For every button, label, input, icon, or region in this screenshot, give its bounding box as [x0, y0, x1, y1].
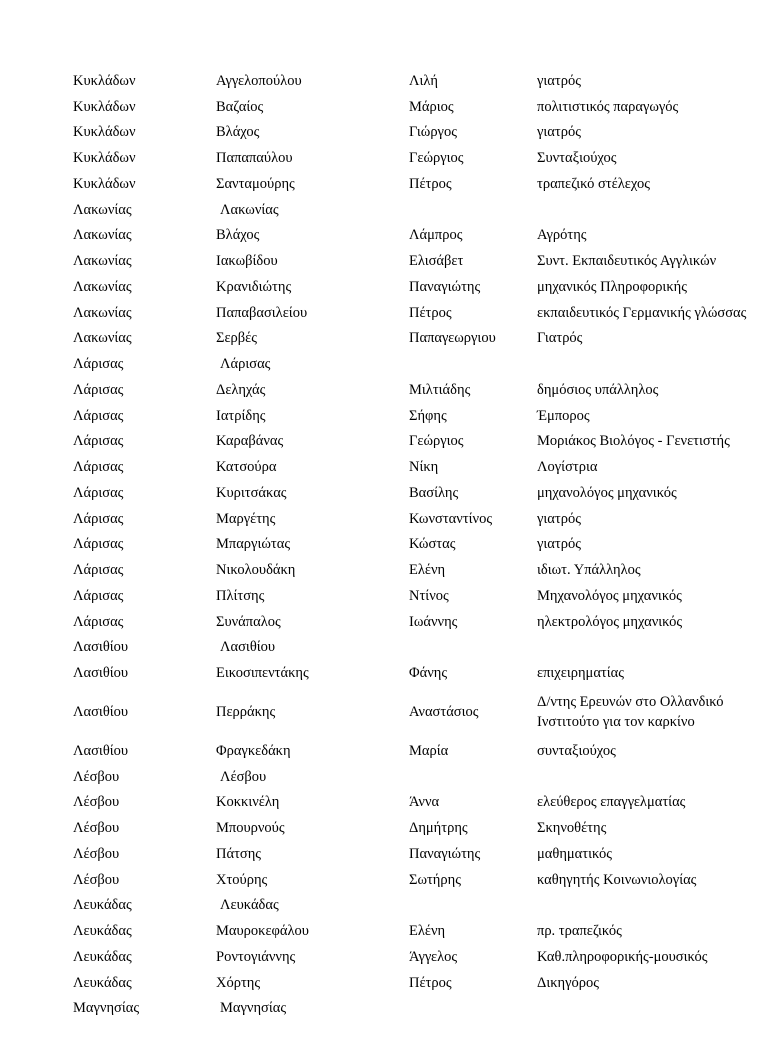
document-table	[0, 68, 769, 1021]
profession-cell: Δ/ντης Ερευνών στο Ολλανδικό Ινστιτούτο για τον καρκίνο	[537, 694, 724, 730]
prefecture-cell: Λάρισας	[73, 407, 124, 424]
profession-cell: ηλεκτρολόγος μηχανικός	[537, 613, 683, 630]
surname-cell: Εικοσιπεντάκης	[216, 665, 309, 682]
name-cell: Ελισάβετ	[409, 253, 464, 270]
surname-cell: Κυριτσάκας	[216, 484, 287, 501]
table-row	[0, 686, 769, 738]
surname-cell: Λασιθίου	[220, 639, 276, 656]
profession-cell: ελεύθερος επαγγελματίας	[537, 794, 686, 811]
profession-cell: ιδιωτ. Υπάλληλος	[537, 562, 641, 579]
table-row	[0, 223, 769, 249]
table-row	[0, 660, 769, 686]
prefecture-cell: Μαγνησίας	[73, 1000, 140, 1017]
table-row	[0, 996, 769, 1022]
profession-cell: γιατρός	[537, 510, 581, 527]
profession-cell: μηχανολόγος μηχανικός	[537, 484, 677, 501]
name-cell: Μαρία	[409, 742, 449, 759]
profession-cell: γιατρός	[537, 124, 581, 141]
profession-cell: πρ. τραπεζικός	[537, 923, 622, 940]
profession-cell: Έμπορος	[537, 407, 590, 424]
prefecture-cell: Λέσβου	[73, 820, 120, 837]
surname-cell: Παπαπαύλου	[216, 150, 293, 167]
surname-cell: Ιατρίδης	[216, 407, 266, 424]
table-row	[0, 635, 769, 661]
prefecture-cell: Λασιθίου	[73, 665, 129, 682]
surname-cell: Κατσούρα	[216, 459, 277, 476]
profession-cell: γιατρός	[537, 536, 581, 553]
profession-cell: μηχανικός Πληροφορικής	[537, 278, 687, 295]
surname-cell: Κοκκινέλη	[216, 794, 280, 811]
table-row	[0, 454, 769, 480]
surname-cell: Αγγελοπούλου	[216, 72, 302, 89]
table-row	[0, 351, 769, 377]
prefecture-cell: Λακωνίας	[73, 227, 132, 244]
profession-cell: επιχειρηματίας	[537, 665, 624, 682]
profession-cell: τραπεζικό στέλεχος	[537, 175, 650, 192]
prefecture-cell: Λακωνίας	[73, 330, 132, 347]
name-cell: Πέτρος	[409, 175, 452, 192]
table-row	[0, 764, 769, 790]
name-cell: Πέτρος	[409, 974, 452, 991]
surname-cell: Περράκης	[216, 704, 276, 720]
surname-cell: Μαργέτης	[216, 510, 276, 527]
profession-cell: Συντ. Εκπαιδευτικός Αγγλικών	[537, 253, 717, 270]
prefecture-cell: Λακωνίας	[73, 304, 132, 321]
name-cell: Γεώργιος	[409, 150, 464, 167]
name-cell: Γεώργιος	[409, 433, 464, 450]
table-row	[0, 944, 769, 970]
profession-cell: Λογίστρια	[537, 459, 598, 476]
name-cell: Ιωάννης	[409, 613, 458, 630]
prefecture-cell: Λάρισας	[73, 381, 124, 398]
prefecture-cell: Λέσβου	[73, 871, 120, 888]
table-row	[0, 815, 769, 841]
prefecture-cell: Λέσβου	[73, 768, 120, 785]
table-row	[0, 841, 769, 867]
table-row	[0, 738, 769, 764]
surname-cell: Καραβάνας	[216, 433, 284, 450]
name-cell: Αναστάσιος	[409, 704, 479, 720]
prefecture-cell: Λευκάδας	[73, 897, 132, 914]
table-row	[0, 480, 769, 506]
table-row	[0, 68, 769, 94]
table-row	[0, 790, 769, 816]
name-cell: Άγγελος	[409, 948, 458, 965]
prefecture-cell: Κυκλάδων	[73, 175, 136, 192]
prefecture-cell: Λασιθίου	[73, 639, 129, 656]
table-row	[0, 429, 769, 455]
prefecture-cell: Λάρισας	[73, 587, 124, 604]
surname-cell: Ιακωβίδου	[216, 253, 278, 270]
surname-cell: Λάρισας	[220, 356, 271, 373]
table-row	[0, 867, 769, 893]
name-cell: Άννα	[409, 794, 440, 811]
name-cell: Παναγιώτης	[409, 845, 481, 862]
profession-cell: Γιατρός	[537, 330, 583, 347]
name-cell: Βασίλης	[409, 484, 459, 501]
name-cell: Λάμπρος	[409, 227, 463, 244]
profession-cell: γιατρός	[537, 72, 581, 89]
table-row	[0, 557, 769, 583]
surname-cell: Λευκάδας	[220, 897, 279, 914]
table-row	[0, 583, 769, 609]
surname-cell: Ροντογιάννης	[216, 948, 296, 965]
prefecture-cell: Λακωνίας	[73, 253, 132, 270]
prefecture-cell: Λάρισας	[73, 433, 124, 450]
surname-cell: Φραγκεδάκη	[216, 742, 291, 759]
surname-cell: Νικολουδάκη	[216, 562, 296, 579]
prefecture-cell: Κυκλάδων	[73, 150, 136, 167]
table-row	[0, 326, 769, 352]
prefecture-cell: Λάρισας	[73, 484, 124, 501]
prefecture-cell: Κυκλάδων	[73, 98, 136, 115]
name-cell: Γιώργος	[409, 124, 457, 141]
profession-cell: εκπαιδευτικός Γερμανικής γλώσσας	[537, 304, 747, 321]
prefecture-cell: Λευκάδας	[73, 948, 132, 965]
surname-cell: Βαζαίος	[216, 98, 264, 115]
prefecture-cell: Λευκάδας	[73, 974, 132, 991]
prefecture-cell: Λάρισας	[73, 536, 124, 553]
table-row	[0, 171, 769, 197]
surname-cell: Κρανιδιώτης	[216, 278, 292, 295]
name-cell: Ελένη	[409, 923, 446, 940]
name-cell: Σήφης	[409, 407, 447, 424]
prefecture-cell: Λάρισας	[73, 562, 124, 579]
profession-cell: καθηγητής Κοινωνιολογίας	[537, 871, 697, 888]
surname-cell: Λέσβου	[220, 768, 267, 785]
profession-cell: πολιτιστικός παραγωγός	[537, 98, 679, 115]
surname-cell: Παπαβασιλείου	[216, 304, 308, 321]
surname-cell: Βλάχος	[216, 124, 260, 141]
profession-cell: Μοριάκος Βιολόγος - Γενετιστής	[537, 433, 730, 450]
table-row	[0, 120, 769, 146]
profession-cell: Δικηγόρος	[537, 974, 600, 991]
prefecture-cell: Λέσβου	[73, 845, 120, 862]
profession-cell: δημόσιος υπάλληλος	[537, 381, 659, 398]
prefecture-cell: Λέσβου	[73, 794, 120, 811]
table-row	[0, 609, 769, 635]
surname-cell: Σερβές	[216, 330, 257, 347]
name-cell: Σωτήρης	[409, 871, 461, 888]
name-cell: Κώστας	[409, 536, 456, 553]
name-cell: Παπαγεωργιου	[409, 330, 496, 347]
surname-cell: Δεληχάς	[216, 381, 266, 398]
profession-cell: μαθηματικός	[537, 845, 612, 862]
profession-cell: Συνταξιούχος	[537, 150, 617, 167]
prefecture-cell: Λευκάδας	[73, 923, 132, 940]
surname-cell: Χόρτης	[216, 974, 261, 991]
table-row	[0, 403, 769, 429]
surname-cell: Μπουρνούς	[216, 820, 285, 837]
prefecture-cell: Κυκλάδων	[73, 72, 136, 89]
prefecture-cell: Λάρισας	[73, 459, 124, 476]
surname-cell: Λακωνίας	[220, 201, 279, 218]
table-row	[0, 300, 769, 326]
prefecture-cell: Λάρισας	[73, 613, 124, 630]
prefecture-cell: Λασιθίου	[73, 742, 129, 759]
profession-cell: συνταξιούχος	[537, 742, 616, 759]
name-cell: Πέτρος	[409, 304, 452, 321]
table-row	[0, 94, 769, 120]
profession-cell: Καθ.πληροφορικής-μουσικός	[537, 948, 708, 965]
name-cell: Κωνσταντίνος	[409, 510, 493, 527]
surname-cell: Μαγνησίας	[220, 1000, 287, 1017]
table-row	[0, 970, 769, 996]
prefecture-cell: Κυκλάδων	[73, 124, 136, 141]
name-cell: Μάριος	[409, 98, 454, 115]
surname-cell: Συνάπαλος	[216, 613, 281, 630]
name-cell: Νίκη	[409, 459, 439, 476]
table-row	[0, 506, 769, 532]
table-row	[0, 377, 769, 403]
name-cell: Φάνης	[409, 665, 448, 682]
table-row	[0, 893, 769, 919]
table-row	[0, 532, 769, 558]
prefecture-cell: Λάρισας	[73, 356, 124, 373]
surname-cell: Μπαργιώτας	[216, 536, 291, 553]
surname-cell: Χτούρης	[216, 871, 268, 888]
name-cell: Παναγιώτης	[409, 278, 481, 295]
surname-cell: Πλίτσης	[216, 587, 265, 604]
table-row	[0, 274, 769, 300]
name-cell: Λιλή	[409, 72, 438, 89]
name-cell: Ντίνος	[409, 587, 449, 604]
profession-cell: Σκηνοθέτης	[537, 820, 607, 837]
profession-cell: Αγρότης	[537, 227, 587, 244]
name-cell: Μιλτιάδης	[409, 381, 471, 398]
name-cell: Δημήτρης	[409, 820, 468, 837]
table-row	[0, 918, 769, 944]
prefecture-cell: Λακωνίας	[73, 201, 132, 218]
surname-cell: Σανταμούρης	[216, 175, 295, 192]
surname-cell: Μαυροκεφάλου	[216, 923, 309, 940]
prefecture-cell: Λακωνίας	[73, 278, 132, 295]
surname-cell: Βλάχος	[216, 227, 260, 244]
prefecture-cell: Λάρισας	[73, 510, 124, 527]
table-row	[0, 145, 769, 171]
profession-cell: Μηχανολόγος μηχανικός	[537, 587, 682, 604]
table-row	[0, 197, 769, 223]
prefecture-cell: Λασιθίου	[73, 704, 129, 720]
name-cell: Ελένη	[409, 562, 446, 579]
table-row	[0, 248, 769, 274]
surname-cell: Πάτσης	[216, 845, 262, 862]
